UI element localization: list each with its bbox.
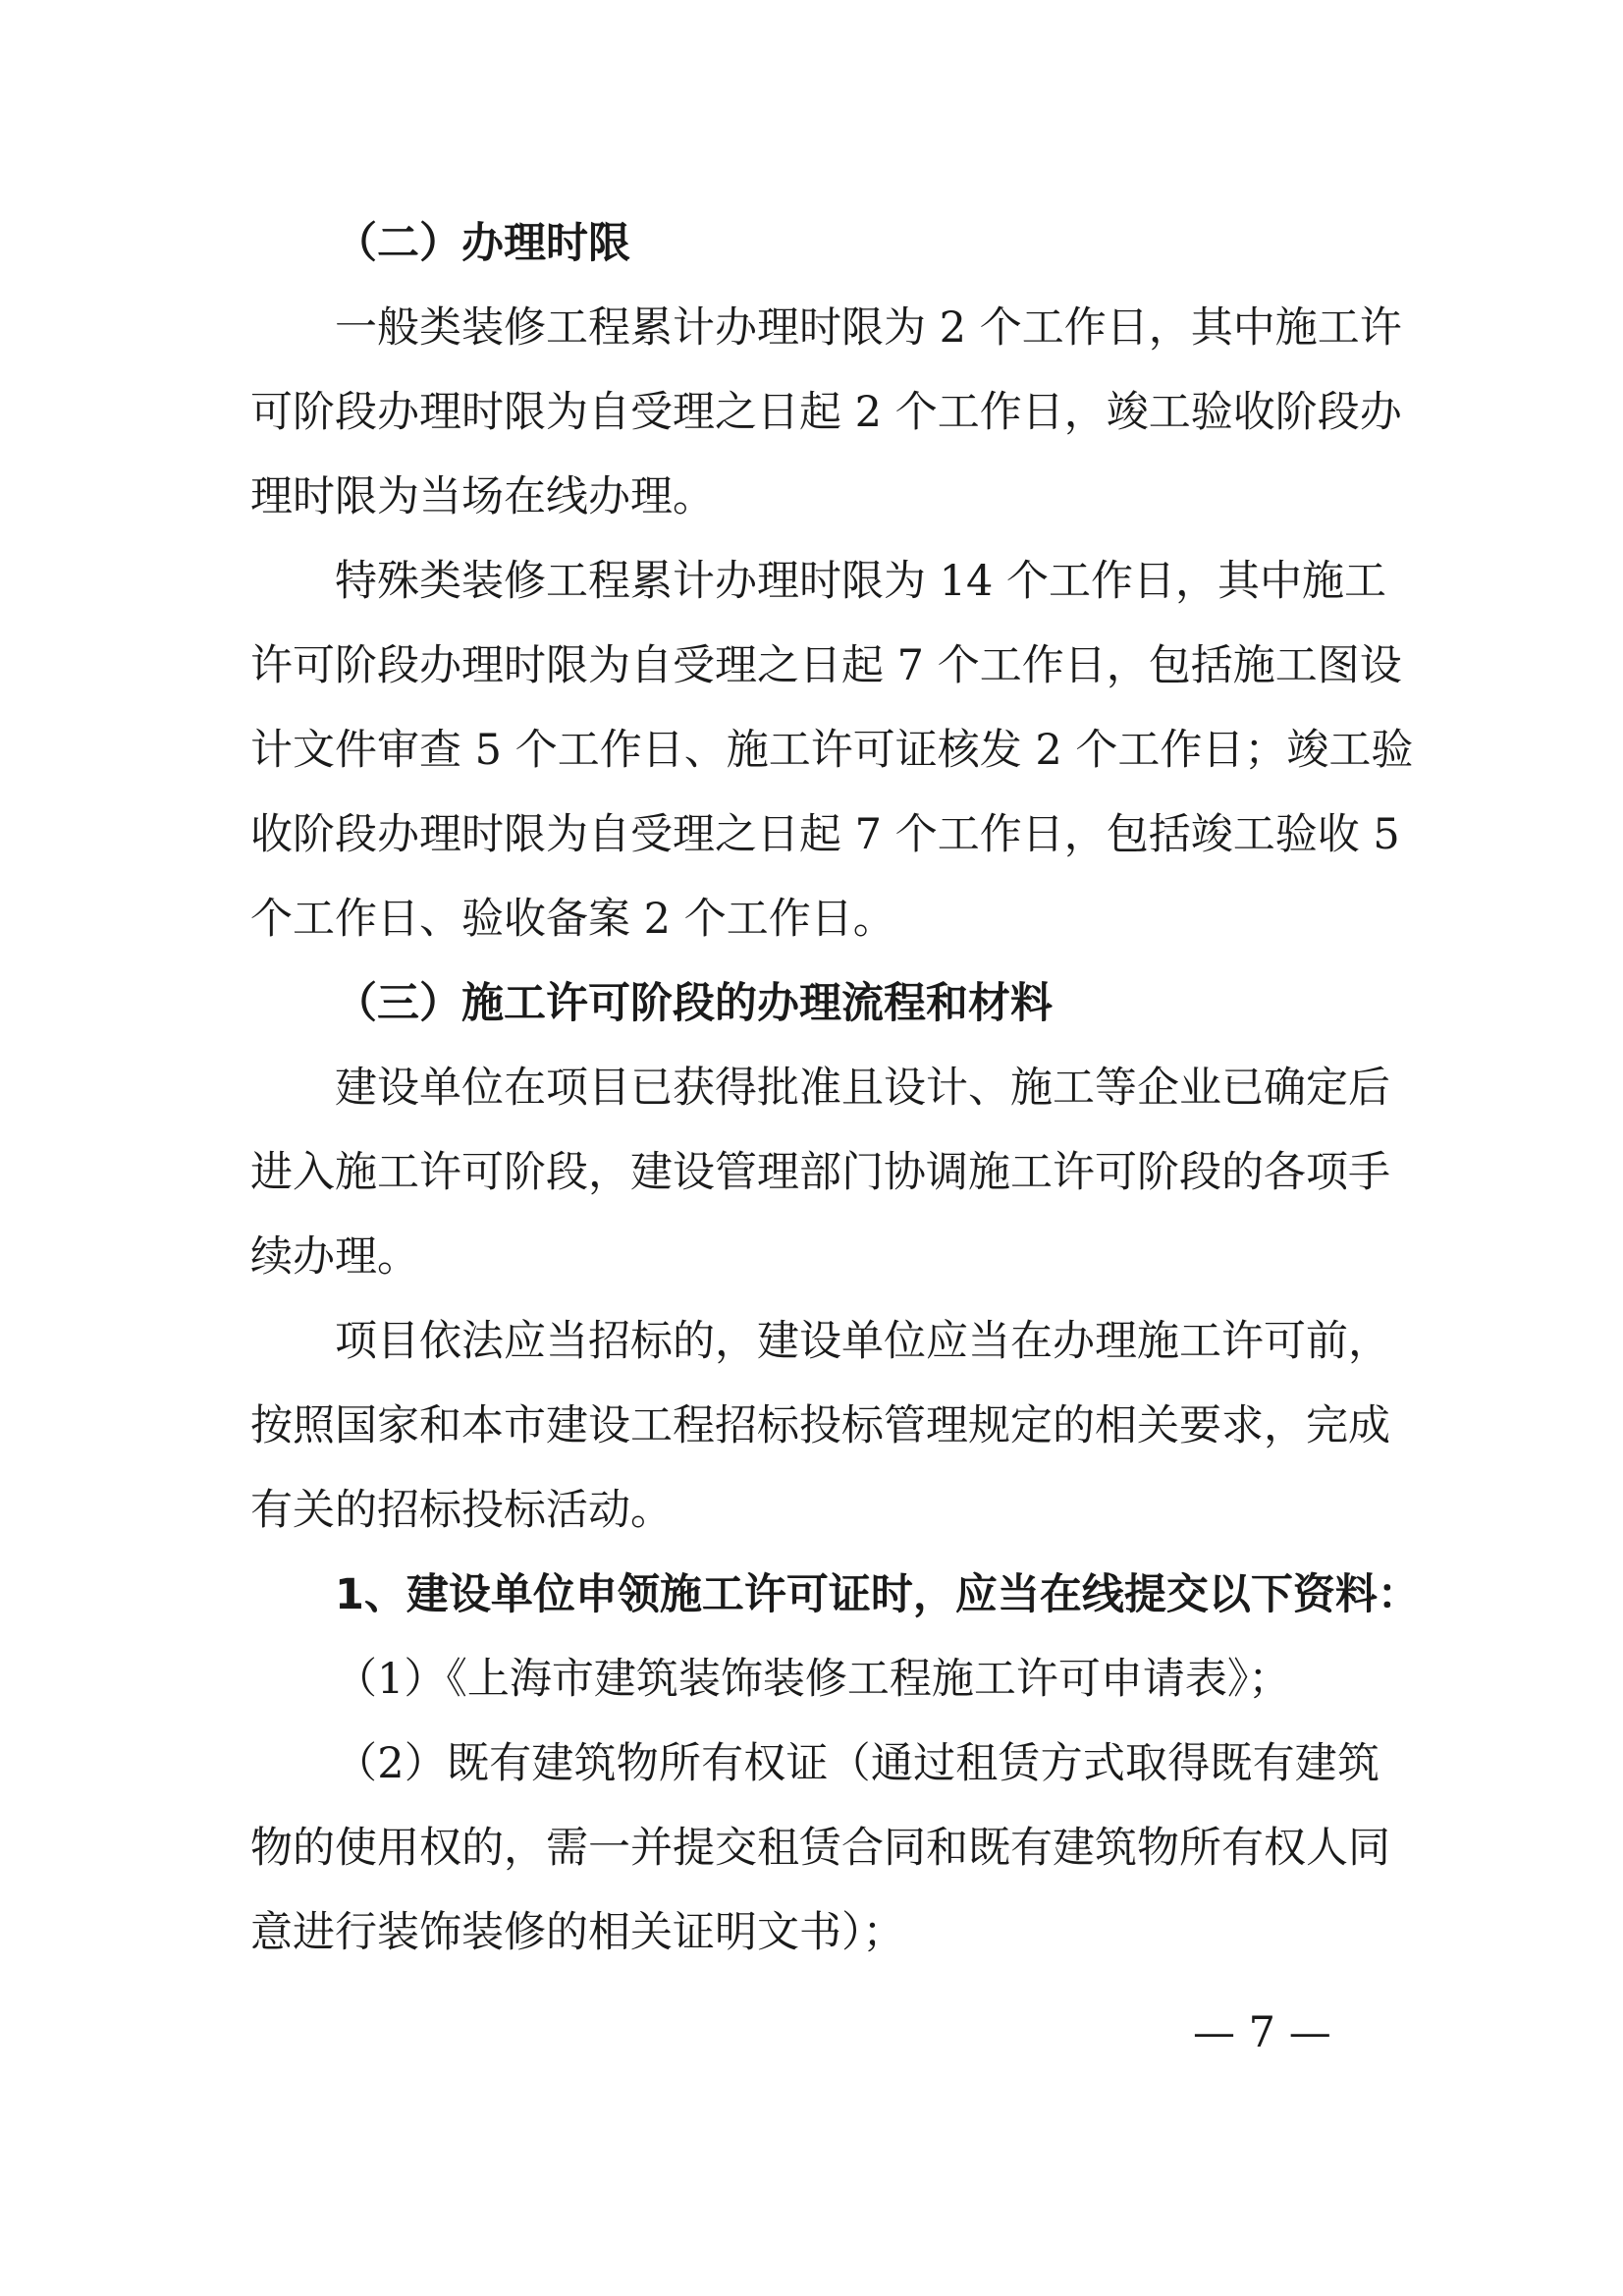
paragraph-general-line-1: 一般类装修工程累计办理时限为 2 个工作日，其中施工许: [335, 303, 1402, 353]
section-heading-time-limit: （二）办理时限: [335, 219, 630, 268]
paragraph-special-line-4: 收阶段办理时限为自受理之日起 7 个工作日，包括竣工验收 5: [250, 810, 1400, 859]
page-number: — 7 —: [1193, 2008, 1331, 2057]
paragraph-special-line-5: 个工作日、验收备案 2 个工作日。: [250, 895, 895, 944]
paragraph-bidding-line-1: 项目依法应当招标的，建设单位应当在办理施工许可前，: [335, 1317, 1390, 1366]
paragraph-permit-stage-line-1: 建设单位在项目已获得批准且设计、施工等企业已确定后: [335, 1064, 1390, 1113]
paragraph-general-line-2: 可阶段办理时限为自受理之日起 2 个工作日，竣工验收阶段办: [250, 388, 1402, 437]
paragraph-special-line-3: 计文件审查 5 个工作日、施工许可证核发 2 个工作日；竣工验: [250, 726, 1414, 775]
paragraph-special-line-1: 特殊类装修工程累计办理时限为 14 个工作日，其中施工: [335, 557, 1387, 606]
item-1-2-line-3: 意进行装饰装修的相关证明文书）；: [250, 1908, 905, 1957]
item-1-title: 1、建设单位申领施工许可证时，应当在线提交以下资料：: [335, 1570, 1420, 1619]
paragraph-bidding-line-3: 有关的招标投标活动。: [250, 1486, 673, 1535]
item-1-2-line-2: 物的使用权的，需一并提交租赁合同和既有建筑物所有权人同: [250, 1824, 1390, 1873]
paragraph-general-line-3: 理时限为当场在线办理。: [250, 472, 715, 521]
paragraph-permit-stage-line-2: 进入施工许可阶段，建设管理部门协调施工许可阶段的各项手: [250, 1148, 1390, 1197]
paragraph-permit-stage-line-3: 续办理。: [250, 1232, 419, 1282]
paragraph-special-line-2: 许可阶段办理时限为自受理之日起 7 个工作日，包括施工图设: [250, 641, 1402, 690]
section-heading-permit-process: （三）施工许可阶段的办理流程和材料: [335, 979, 1053, 1028]
item-1-2-line-1: （2）既有建筑物所有权证（通过租赁方式取得既有建筑: [335, 1739, 1380, 1788]
item-1-1: （1）《上海市建筑装饰装修工程施工许可申请表》；: [335, 1655, 1291, 1704]
paragraph-bidding-line-2: 按照国家和本市建设工程招标投标管理规定的相关要求，完成: [250, 1401, 1390, 1450]
